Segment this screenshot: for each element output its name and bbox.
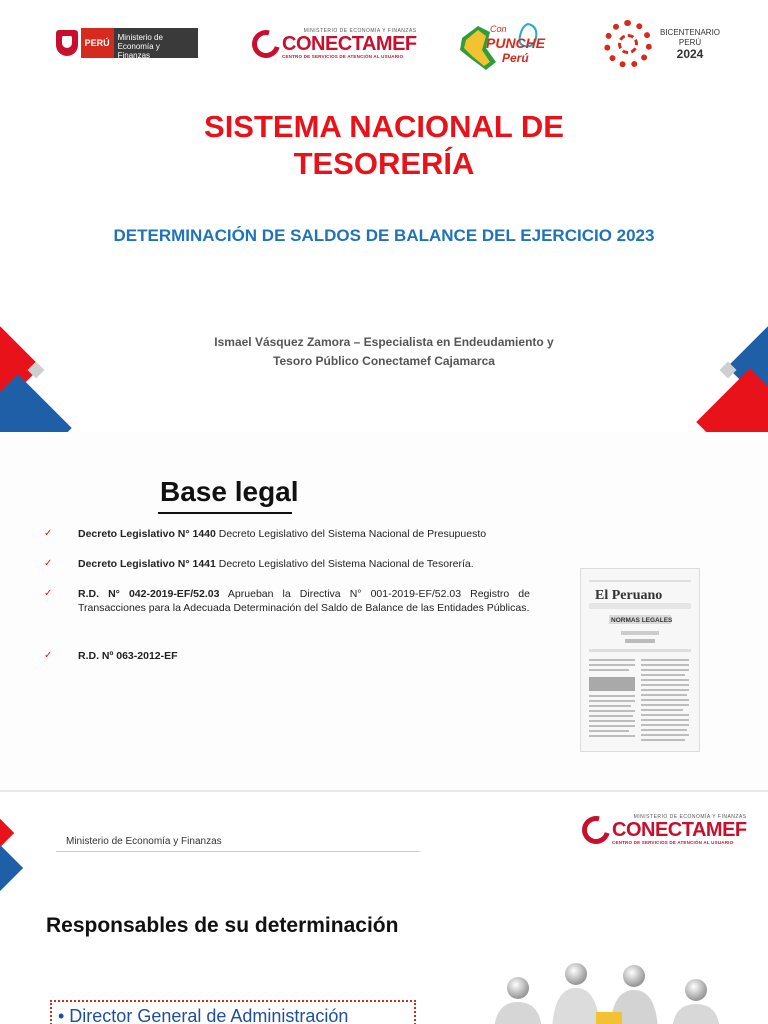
bicentenario-label: BICENTENARIO	[660, 28, 721, 37]
conectamef-subtitle: CENTRO DE SERVICIOS DE ATENCIÓN AL USUARIO	[282, 54, 404, 59]
conectamef-name: CONECTAMEF	[612, 819, 747, 841]
title-underline	[158, 512, 292, 514]
bullet-item: • Director General de Administración	[58, 1006, 349, 1024]
conectamef-ring-icon	[577, 810, 615, 848]
people-meeting-illustration	[474, 960, 744, 1024]
slide-subtitle: DETERMINACIÓN DE SALDOS DE BALANCE DEL EJERCICIO 2023	[113, 226, 655, 245]
ministry-footer-label: Ministerio de Economía y Finanzas	[66, 836, 222, 847]
header-rule	[56, 851, 420, 852]
author-credit	[0, 333, 768, 371]
bicentenario-year: 2024	[676, 47, 704, 61]
check-icon: ✓	[44, 588, 53, 599]
conectamef-ring-icon	[247, 24, 285, 62]
title-slide	[0, 0, 768, 432]
law-item: ✓ R.D. N° 042-2019-EF/52.03 Aprueban la Directiva N° 001-2019-EF/52.03 Registro de Transacciones para la Adecuada Determinación del Saldo de Balance de las Entidades Públicas.	[44, 588, 530, 614]
check-icon: ✓	[44, 650, 53, 661]
peru-badge: PERÚ	[81, 28, 114, 58]
bicentenario-country: PERÚ	[678, 38, 702, 47]
base-legal-title: Base legal	[160, 476, 299, 507]
el-peruano-newspaper-image	[580, 568, 700, 752]
check-icon: ✓	[44, 558, 53, 569]
conectamef-ministry: MINISTERIO DE ECONOMÍA Y FINANZAS	[633, 814, 747, 820]
conectamef-ministry: MINISTERIO DE ECONOMÍA Y FINANZAS	[303, 28, 417, 34]
svg-text:NORMAS LEGALES: NORMAS LEGALES	[611, 617, 673, 624]
conectamef-name: CONECTAMEF	[282, 33, 417, 55]
coat-of-arms-icon	[56, 30, 78, 56]
law-item: ✓ Decreto Legislativo N° 1440 Decreto Legislativo del Sistema Nacional de Presupuesto	[44, 528, 487, 540]
svg-text:El Peruano: El Peruano	[595, 588, 663, 603]
red-diamond-right	[696, 368, 768, 432]
conectamef-subtitle: CENTRO DE SERVICIOS DE ATENCIÓN AL USUARIO	[612, 840, 734, 845]
slide-title	[0, 108, 768, 182]
conectamef-logo	[582, 814, 747, 845]
con-punche-peru-logo	[456, 18, 546, 72]
slide-title-line2: TESORERÍA	[293, 146, 475, 181]
base-legal-slide	[0, 432, 768, 792]
blue-diamond-left	[0, 374, 72, 432]
ministry-name: Ministerio de Economía y Finanzas	[114, 28, 198, 58]
author-line2: Tesoro Público Conectamef Cajamarca	[273, 354, 495, 368]
svg-text:Perú: Perú	[502, 51, 529, 65]
blue-diamond-corner	[0, 837, 23, 899]
author-line1: Ismael Vásquez Zamora – Especialista en Endeudamiento y	[214, 335, 554, 349]
svg-text:Con: Con	[490, 24, 507, 34]
slide-title-line1: SISTEMA NACIONAL DE	[204, 109, 564, 144]
bicentenario-ring-icon	[604, 20, 652, 68]
svg-text:PUNCHE: PUNCHE	[486, 35, 546, 51]
mef-peru-logo	[56, 28, 198, 58]
bicentenario-logo	[604, 18, 734, 70]
responsables-slide	[0, 792, 768, 1024]
responsables-title: Responsables de su determinación	[46, 914, 399, 937]
check-icon: ✓	[44, 528, 53, 539]
conectamef-logo	[252, 28, 417, 59]
law-item: ✓ Decreto Legislativo N° 1441 Decreto Legislativo del Sistema Nacional de Tesorería.	[44, 558, 474, 570]
law-item: ✓ R.D. Nº 063-2012-EF	[44, 650, 178, 662]
